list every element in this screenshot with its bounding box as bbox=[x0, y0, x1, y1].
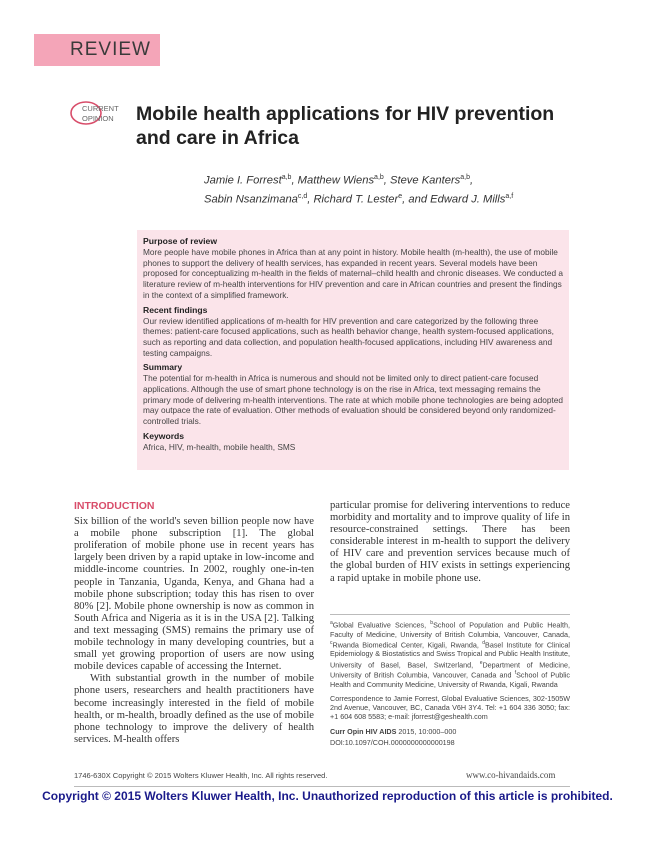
author-name: Richard T. Lester bbox=[313, 193, 399, 206]
logo-text-bottom: OPINION bbox=[82, 114, 114, 123]
author-name: Jamie I. Forrest bbox=[204, 174, 282, 187]
author-affiliation: a,b bbox=[281, 174, 292, 181]
logo-text-top: CURRENT bbox=[82, 104, 119, 113]
findings-text: Our review identified applications of m-health for HIV prevention and care categorized by the following three themes: patient-care focused applications, such as health behavior change, health system-focused applications, such as reporting and data collection, and population health-focused applications, including HIV awareness and testing campaigns. bbox=[143, 315, 554, 358]
keywords-heading: Keywords bbox=[143, 430, 185, 441]
author-affiliation: e bbox=[398, 192, 403, 200]
article-title: Mobile health applications for HIV prevention and care in Africa bbox=[136, 103, 555, 149]
body-paragraph: Six billion of the world's seven billion people now have a mobile phone subscription [1]. The global proliferation of mobile phone use in recent years has largely been driven by a rapid uptake in low-income and middle-income countries. In 2002, roughly one-in-ten people in Tanzania, Uganda, Kenya, and Ghana had a mobile phone subscription; today this has risen to over 80% [2]. Mobile phone ownership is now as common in South Africa and Nigeria as it is in the USA [2]. Talking and text messaging (SMS) remains the primary use of mobile technology in many developing countries, but a small yet growing proportion of users are now using mobile devices capable of accessing the Internet. bbox=[74, 516, 314, 673]
review-tag: REVIEW bbox=[34, 34, 160, 66]
author-affiliation: a,b bbox=[374, 174, 384, 181]
keywords-text: Africa, HIV, m-health, mobile health, SMS bbox=[143, 441, 296, 452]
author-list: Jamie I. Forrest$^{a,b}$, Matthew Wiens$^{a,b}$, Steve Kanters$^{a,b}$, Sabin Nsanzimana$^{c,d}$, Richard T. Lester$^e$, and Edward J. Mills$^{a,f}$ bbox=[204, 174, 514, 206]
author-name: Edward J. Mills bbox=[430, 193, 506, 206]
purpose-heading: Purpose of review bbox=[143, 236, 218, 246]
copyright-notice: Copyright © 2015 Wolters Kluwer Health, Inc. Unauthorized reproduction of this article is prohibited. bbox=[42, 789, 613, 803]
footer-copyright-small: 1746-630X Copyright © 2015 Wolters Kluwer Health, Inc. All rights reserved. bbox=[74, 771, 328, 780]
correspondence: Correspondence to Jamie Forrest, Global Evaluative Sciences, 302-1505W 2nd Avenue, Vancouver, BC, Canada V6H 3Y4. Tel: +1 604 336 3050; fax: +1 604 608 5583; e-mail: jforrest@geshealth.com bbox=[330, 693, 570, 722]
journal-citation: Curr Opin HIV AIDS 2015, 10:000–000 bbox=[330, 726, 457, 736]
body-column-right bbox=[330, 500, 570, 585]
abstract-box bbox=[137, 230, 569, 470]
author-name: Matthew Wiens bbox=[297, 174, 375, 187]
footer-divider bbox=[74, 786, 570, 787]
author-affiliation: a,f bbox=[505, 192, 514, 200]
journal-website-link[interactable]: www.co-hivandaids.com bbox=[466, 770, 556, 780]
summary-heading: Summary bbox=[143, 362, 183, 373]
current-opinion-logo bbox=[68, 100, 122, 126]
body-paragraph: particular promise for delivering interventions to reduce morbidity and mortality and to improve quality of life in resource-constrained settings. There has been considerable interest in m-health to support the delivery of HIV care and prevention services because much of the global burden of HIV exists in settings experiencing a rapid uptake in mobile phone use. bbox=[330, 500, 570, 584]
body-column-left bbox=[74, 500, 314, 746]
article-notes bbox=[330, 614, 570, 752]
affiliations: $^a$Global Evaluative Sciences, $^b$School of Population and Public Health, Faculty of Medicine, University of British Columbia, Vancouver, Canada, $^c$Rwanda Biomedical Center, Kigali, Rwanda, $^d$Basel Institute for Clinical Epidemiology & Biostatistics and Swiss Tropical and Public Health Institute, University of Basel, Basel, Switzerland, $^e$Department of Medicine, University of British Columbia, Vancouver, Canada and $^f$School of Public Health and Community Medicine, University of Rwanda, Kigali, Rwanda bbox=[330, 620, 571, 689]
author-name: Sabin Nsanzimana bbox=[204, 193, 298, 206]
author-affiliation: c,d bbox=[297, 192, 308, 200]
doi: DOI:10.1097/COH.0000000000000198 bbox=[330, 737, 455, 747]
purpose-text: More people have mobile phones in Africa than at any point in history. Mobile health (m-health), the use of mobile phones to support the delivery of health services, has expanded in recent years. Several models have been proposed for conceptualizing m-health in the fields of maternal–child health and chronic diseases. We conducted a literature review of m-health interventions for HIV prevention and care in African countries and present the findings in the context of a simplified framework. bbox=[143, 247, 564, 300]
author-affiliation: a,b bbox=[460, 174, 471, 181]
body-paragraph: With substantial growth in the number of mobile phone users, researchers and health practitioners have become increasingly interested in the field of mobile health, or m-health, broadly defined as the use of mobile phone technology to improve the delivery of health services. M-health offers bbox=[74, 673, 314, 745]
findings-heading: Recent findings bbox=[143, 304, 208, 315]
summary-text: The potential for m-health in Africa is numerous and should not be limited only to direct patient-care focused applications. Although the use of smart phone technology is on the rise in Africa, text messaging remains the primary mode of delivering m-health interventions. The rate at which mobile phone technologies are being adopted may outpace the rate of evaluation. Other methods of evaluation should be considered beyond only randomized-controlled trials. bbox=[143, 373, 564, 427]
author-name: Steve Kanters bbox=[390, 174, 461, 187]
introduction-heading: INTRODUCTION bbox=[74, 500, 155, 512]
